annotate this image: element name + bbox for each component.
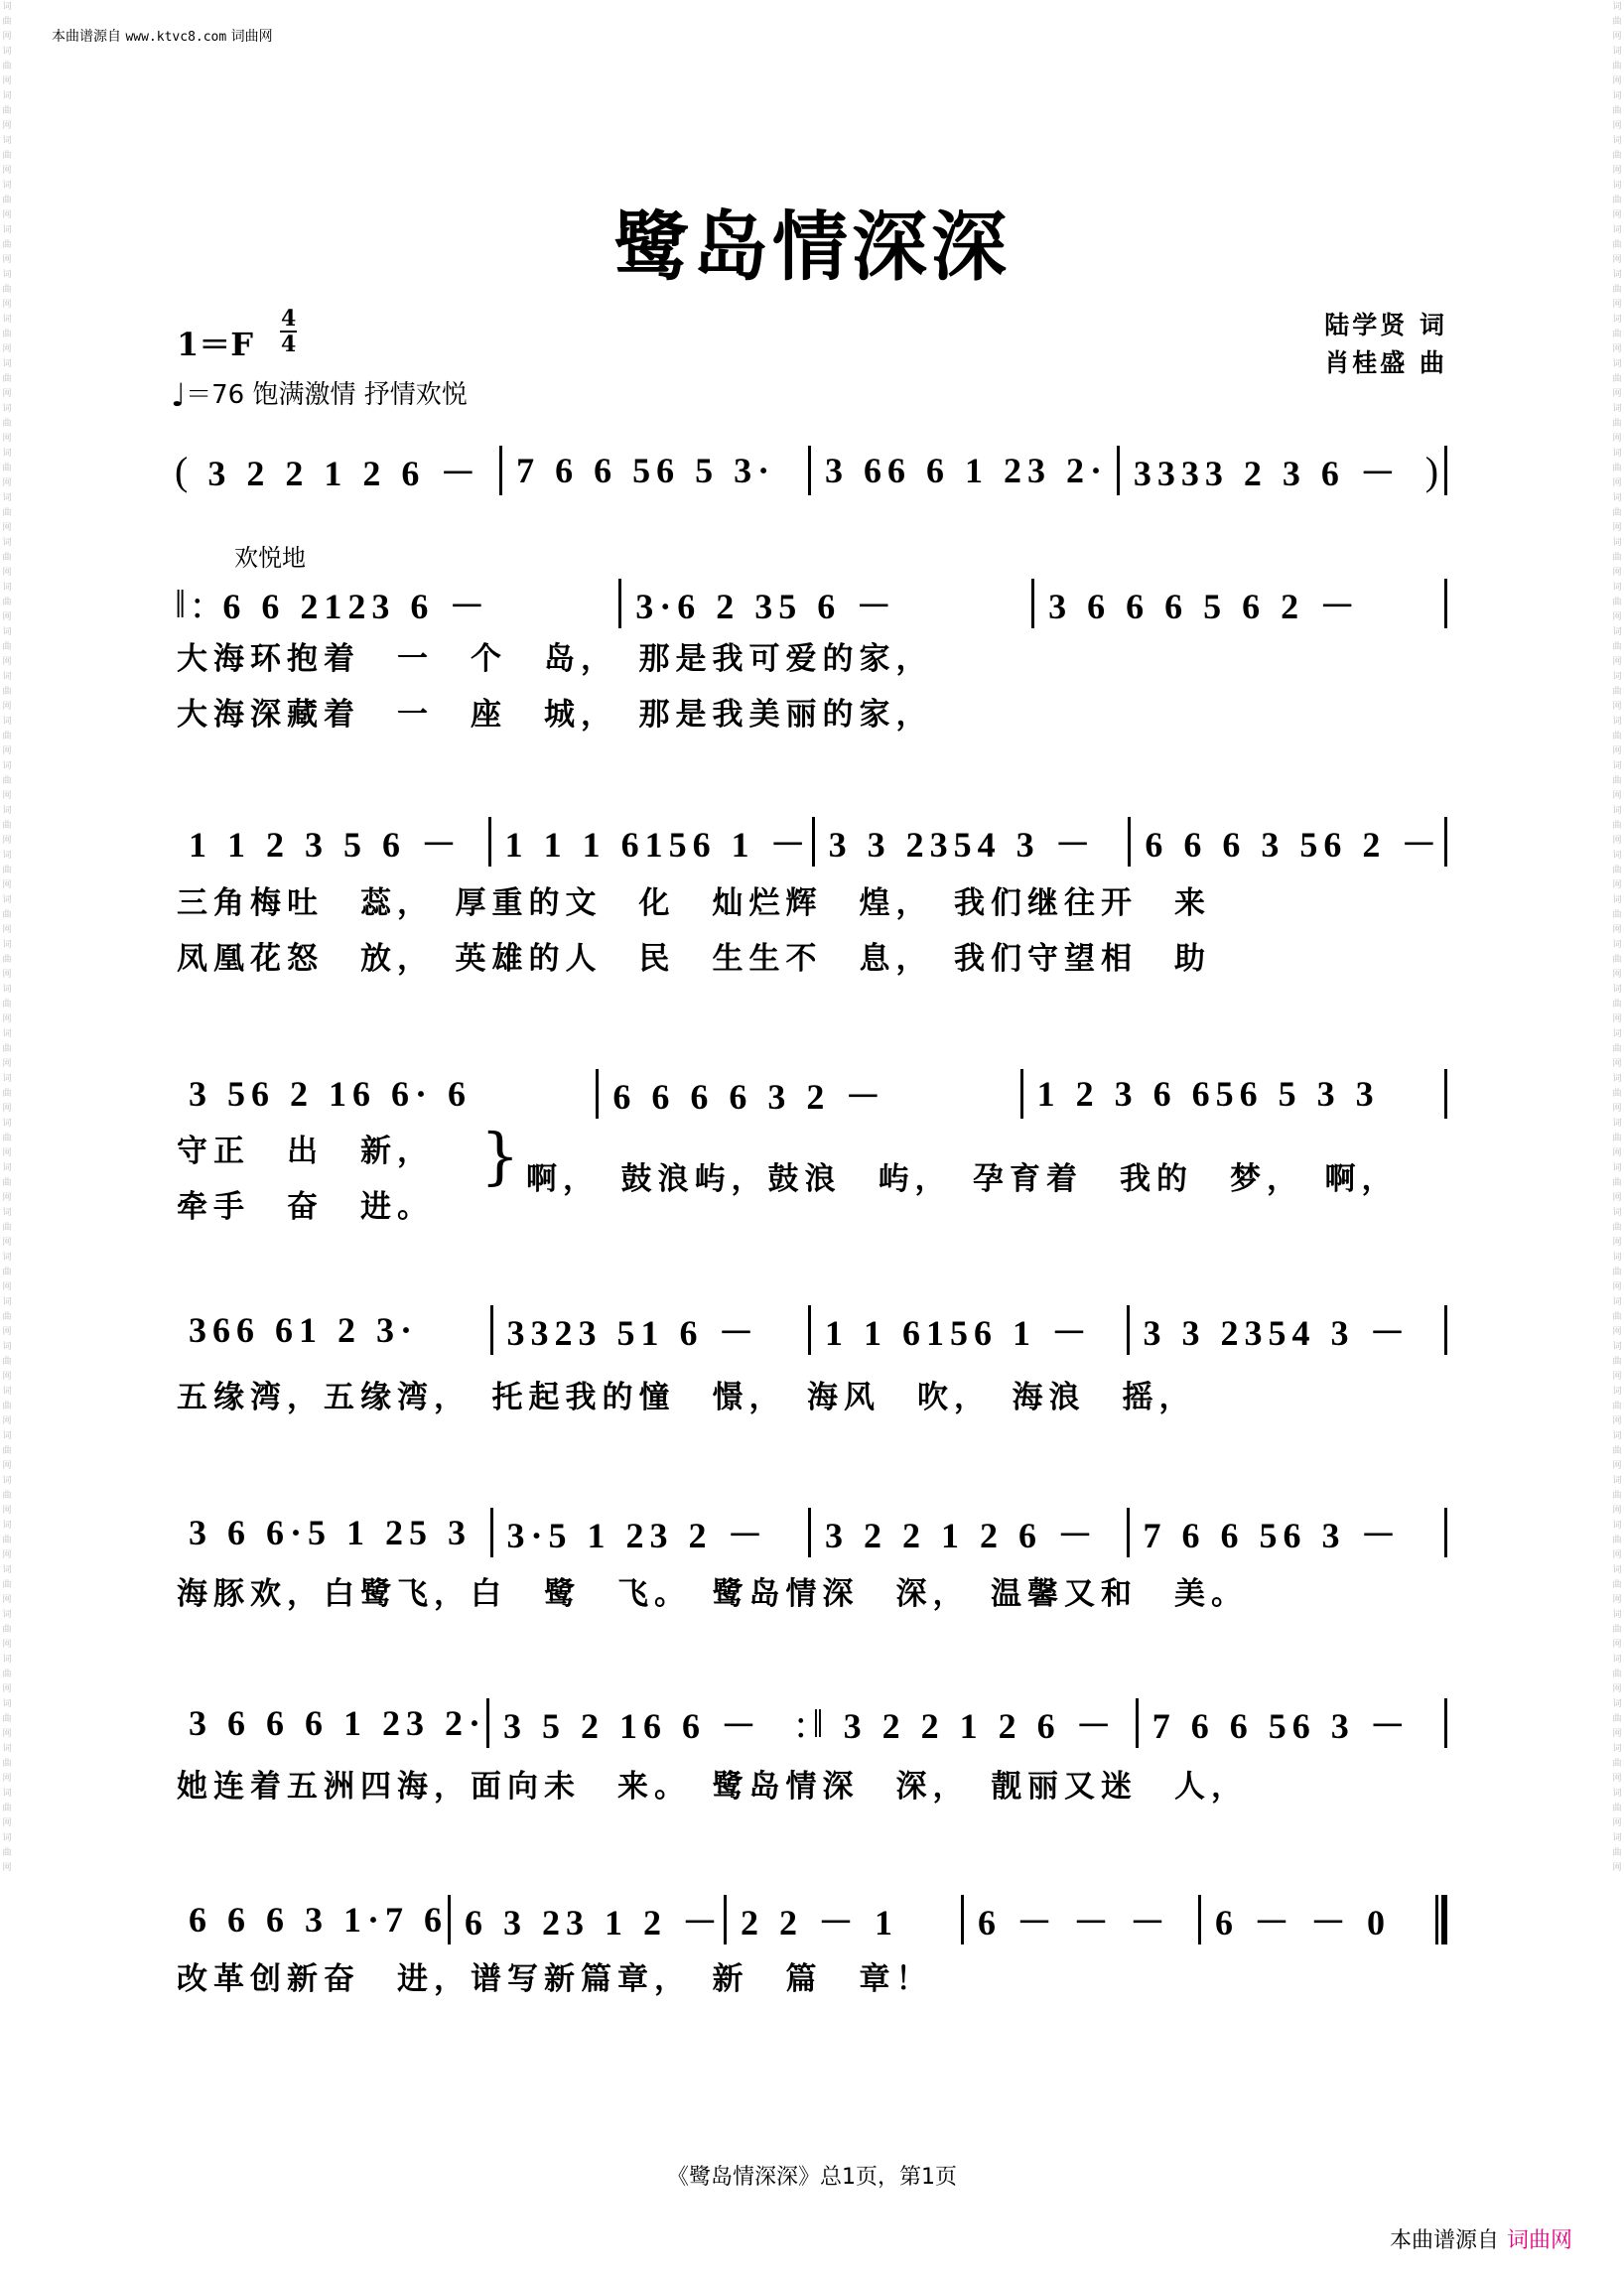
lyric-line: 改革创新奋 进，谱写新篇章， 新 篇 章！ <box>177 1961 933 1997</box>
score-row <box>175 1503 1447 1562</box>
lyric-line: 五缘湾，五缘湾， 托起我的憧 憬， 海风 吹， 海浪 摇， <box>177 1380 1196 1415</box>
quarter-note-icon: ♩ <box>171 376 187 414</box>
verse-brace-icon: } <box>480 1120 520 1192</box>
barline <box>1444 1698 1447 1748</box>
measure: 3 2 2 1 2 6 － <box>843 1705 1118 1746</box>
barline <box>1444 446 1447 495</box>
watermark-label: 本曲谱源自 <box>1389 2228 1499 2253</box>
measure: 3 6 6 6 1 23 2· <box>189 1703 487 1743</box>
lyric-line: 她连着五洲四海，面向未 来。 鹭岛情深 深， 靓丽又迷 人， <box>177 1769 1248 1805</box>
score-row-intro <box>175 441 1447 500</box>
composer-credit: 肖桂盛 曲 <box>1324 348 1447 377</box>
lyric-line: 牵手 奋 进。 <box>177 1189 434 1225</box>
meter-denominator: 4 <box>281 332 297 357</box>
measure: 3 6 6 6 5 6 2 － <box>1048 586 1362 626</box>
intro-open-paren: ( <box>175 448 195 493</box>
measure: 3 2 2 1 2 6 － <box>825 1515 1099 1555</box>
intro-close-paren: ) <box>1424 448 1445 493</box>
source-site: 词曲网 <box>230 29 273 45</box>
lyric-line: 啊， 鼓浪屿，鼓浪 屿， 孕育着 我的 梦， 啊， <box>526 1161 1399 1197</box>
measure: 3 56 2 16 6· 6 <box>189 1074 473 1114</box>
measure: 3 2 2 1 2 6 － <box>207 453 482 493</box>
measure: 3323 51 6 － <box>506 1312 760 1353</box>
lyric-line: 三角梅吐 蕊， 厚重的文 化 灿烂辉 煌， 我们继往开 来 <box>177 885 1211 921</box>
measure: 366 61 2 3· <box>189 1310 419 1350</box>
measure: 1 1 6156 1 － <box>825 1312 1093 1353</box>
measure: 3 3 2354 3 － <box>828 824 1097 865</box>
measure: 7 6 6 56 5 3· <box>516 451 776 490</box>
meter-numerator: 4 <box>281 306 297 332</box>
measure: 7 6 6 56 3 － <box>1143 1515 1403 1555</box>
lyric-line: 大海环抱着 一 个 岛， 那是我可爱的家， <box>177 641 933 677</box>
lyric-line: 守正 出 新， <box>177 1134 434 1169</box>
barline <box>1444 579 1447 628</box>
measure: 3 6 6·5 1 25 3 <box>189 1513 473 1552</box>
measure: 3 66 6 1 23 2· <box>825 451 1109 490</box>
barline <box>1444 1305 1447 1355</box>
measure: 2 2 － 1 <box>741 1902 899 1943</box>
watermark <box>1390 2223 1572 2254</box>
score-row <box>175 1890 1447 1949</box>
measure: 6 － － － <box>978 1902 1172 1943</box>
measure: 3 5 2 16 6 － <box>503 1705 763 1746</box>
barline <box>1444 1508 1447 1557</box>
score-row <box>175 1300 1447 1360</box>
barline <box>1444 1069 1447 1119</box>
repeat-end-sign: :‖ <box>795 1700 830 1746</box>
source-url[interactable]: www.ktvc8.com <box>125 30 227 45</box>
measure: 6 6 2123 6 － <box>222 586 491 626</box>
time-signature <box>280 308 297 355</box>
tempo-character: 饱满激情 抒情欢悦 <box>252 380 468 410</box>
expression-mark: 欢悦地 <box>234 544 306 572</box>
key-signature: 1＝F <box>177 326 253 363</box>
measure: 1 2 3 6 656 5 3 3 <box>1036 1074 1380 1114</box>
measure: 3333 2 3 6 － <box>1133 453 1402 493</box>
watermark-site-link[interactable]: 词曲网 <box>1506 2228 1572 2253</box>
measure: 6 6 6 3 1·7 6 <box>189 1900 449 1940</box>
measure: 3 3 2354 3 － <box>1143 1312 1412 1353</box>
right-edge-watermark: 词曲网词曲网词曲网词曲网词曲网词曲网词曲网词曲网词曲网词曲网词曲网词曲网词曲网词曲网词曲网词曲网词曲网词曲网词曲网词曲网词曲网词曲网词曲网词曲网词曲网词曲网词曲网词曲网词曲网词曲网词曲网词曲网词曲网词曲网词曲网词曲网词曲网词曲网词曲网词曲网词曲网词曲网 <box>1612 2 1622 1873</box>
song-title: 鹭岛情深深 <box>613 202 1011 291</box>
barline <box>1444 817 1447 867</box>
tempo-marking <box>171 373 468 414</box>
measure: 1 1 2 3 5 6 － <box>189 824 463 865</box>
source-header <box>52 26 273 46</box>
measure: 1 1 1 6156 1 － <box>504 824 812 865</box>
score-row <box>175 574 1447 633</box>
score-row <box>175 1064 1447 1124</box>
score-row <box>175 1693 1447 1753</box>
measure: 6 6 6 6 3 2 － <box>612 1076 887 1117</box>
page-footer: 《鹭岛情深深》总1页，第1页 <box>667 2165 957 2190</box>
score-row <box>175 812 1447 871</box>
measure: 6 3 23 1 2 － <box>465 1902 725 1943</box>
tempo-value: ＝76 <box>186 380 245 410</box>
lyricist-credit: 陆学贤 词 <box>1324 311 1447 339</box>
measure: 6 － － 0 <box>1215 1902 1392 1943</box>
source-label: 本曲谱源自 <box>52 29 121 45</box>
left-edge-watermark: 词曲网词曲网词曲网词曲网词曲网词曲网词曲网词曲网词曲网词曲网词曲网词曲网词曲网词曲网词曲网词曲网词曲网词曲网词曲网词曲网词曲网词曲网词曲网词曲网词曲网词曲网词曲网词曲网词曲网词曲网词曲网词曲网词曲网词曲网词曲网词曲网词曲网词曲网词曲网词曲网词曲网词曲网 <box>2 2 12 1873</box>
lyric-line: 海豚欢，白鹭飞，白 鹭 飞。 鹭岛情深 深， 温馨又和 美。 <box>177 1576 1248 1612</box>
measure: 7 6 6 56 3 － <box>1151 1705 1412 1746</box>
repeat-start-sign: ‖: <box>175 581 209 626</box>
measure: 6 6 6 3 56 2 － <box>1145 824 1443 865</box>
measure: 3·6 2 35 6 － <box>635 586 898 626</box>
measure: 3·5 1 23 2 － <box>506 1515 769 1555</box>
lyric-line: 凤凰花怒 放， 英雄的人 民 生生不 息， 我们守望相 助 <box>177 941 1211 977</box>
final-barline <box>1435 1895 1447 1944</box>
lyric-line: 大海深藏着 一 座 城， 那是我美丽的家， <box>177 697 933 733</box>
